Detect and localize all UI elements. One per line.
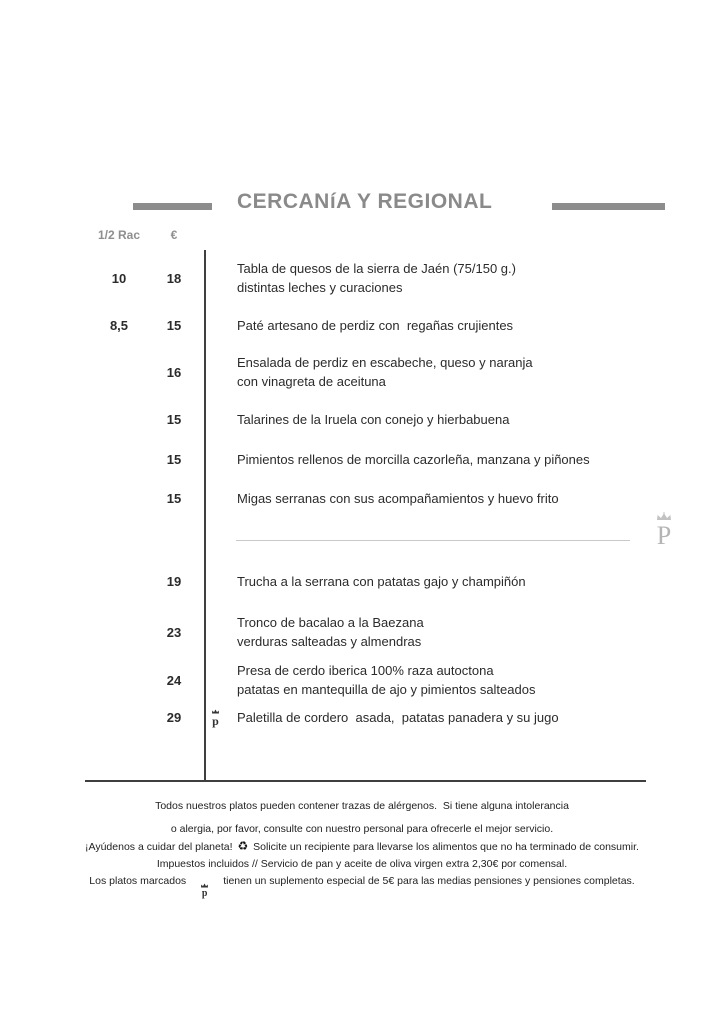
dish-line: con vinagreta de aceituna xyxy=(237,374,386,389)
column-header-half-racion: 1/2 Rac xyxy=(97,228,141,242)
menu-row xyxy=(0,410,724,429)
dish-description xyxy=(237,613,667,651)
dish-line: verduras salteadas y almendras xyxy=(237,634,422,649)
dish-line: Tabla de quesos de la sierra de Jaén (75/150 g.) xyxy=(237,261,516,276)
full-price: 18 xyxy=(166,270,182,286)
full-price: 15 xyxy=(166,452,182,467)
dish-line: Pimientos rellenos de morcilla cazorleña, manzana y piñones xyxy=(237,452,590,467)
crowned-p-marker: p xyxy=(211,709,220,727)
dish-description xyxy=(237,410,667,429)
menu-row xyxy=(0,489,724,508)
full-price: 29 xyxy=(166,710,182,725)
menu-row xyxy=(0,572,724,591)
dish-description xyxy=(237,353,667,391)
full-price: 15 xyxy=(166,491,182,506)
paradores-logo xyxy=(646,512,682,549)
menu-row xyxy=(0,316,724,335)
title-right-bar xyxy=(552,203,665,210)
menu-row xyxy=(0,708,724,727)
full-price: 19 xyxy=(166,574,182,589)
bottom-rule xyxy=(85,780,646,782)
title-left-bar xyxy=(133,203,212,210)
footer-line-allergens: Todos nuestros platos pueden contener trazas de alérgenos. Si tiene alguna intolerancia xyxy=(155,800,569,812)
dish-line: Ensalada de perdiz en escabeche, queso y naranja xyxy=(237,355,533,370)
dish-description xyxy=(237,661,667,699)
crowned-p-marker: p xyxy=(200,883,209,899)
dish-line: distintas leches y curaciones xyxy=(237,280,403,295)
footer-line-taxes: Impuestos incluidos // Servicio de pan y aceite de oliva virgen extra 2,30€ por comensal. xyxy=(156,858,568,870)
dish-line: Paté artesano de perdiz con regañas crujientes xyxy=(237,318,514,333)
menu-row xyxy=(0,613,724,651)
dish-description xyxy=(237,489,667,508)
crown-icon xyxy=(655,512,673,521)
dish-line: patatas en mantequilla de ajo y pimientos salteados xyxy=(237,682,536,697)
logo-letter-p: P xyxy=(656,521,672,550)
dish-line: Tronco de bacalao a la Baezana xyxy=(237,615,424,630)
dish-description xyxy=(237,708,667,727)
section-divider-rule xyxy=(236,540,630,541)
footer-notes xyxy=(0,798,724,899)
footer-line-supplement: Los platos marcados p tienen un suplemento especial de 5€ para las medias pensiones y pensiones completas. xyxy=(89,875,635,899)
menu-row xyxy=(0,450,724,469)
dish-line: Trucha a la serrana con patatas gajo y champiñón xyxy=(237,574,526,589)
dish-description xyxy=(237,450,667,469)
footer-line-allergy-service: o alergia, por favor, consulte con nuestro personal para ofrecerle el mejor servicio. xyxy=(170,823,554,835)
full-price: 23 xyxy=(166,624,182,640)
column-header-euro: € xyxy=(170,228,178,242)
dish-line: Migas serranas con sus acompañamientos y huevo frito xyxy=(237,491,559,506)
dish-line: Talarines de la Iruela con conejo y hierbabuena xyxy=(237,412,510,427)
dish-line: Paletilla de cordero asada, patatas panadera y su jugo xyxy=(237,710,559,725)
menu-row xyxy=(0,353,724,391)
full-price: 16 xyxy=(166,364,182,380)
half-portion-price: 10 xyxy=(111,270,127,286)
dish-description xyxy=(237,572,667,591)
recycle-icon: ♻ xyxy=(237,839,249,853)
footer-line-planet: ¡Ayúdenos a cuidar del planeta! ♻ Solicite un recipiente para llevarse los alimentos que no ha terminado de consumir. xyxy=(85,839,639,853)
menu-row xyxy=(0,259,724,297)
full-price: 15 xyxy=(166,412,182,427)
page-title: CERCANíA Y REGIONAL xyxy=(237,190,493,213)
dish-line: Presa de cerdo iberica 100% raza autoctona xyxy=(237,663,494,678)
half-portion-price: 8,5 xyxy=(109,318,129,333)
dish-description xyxy=(237,316,667,335)
full-price: 24 xyxy=(166,672,182,688)
menu-row xyxy=(0,661,724,699)
dish-description xyxy=(237,259,667,297)
full-price: 15 xyxy=(166,318,182,333)
